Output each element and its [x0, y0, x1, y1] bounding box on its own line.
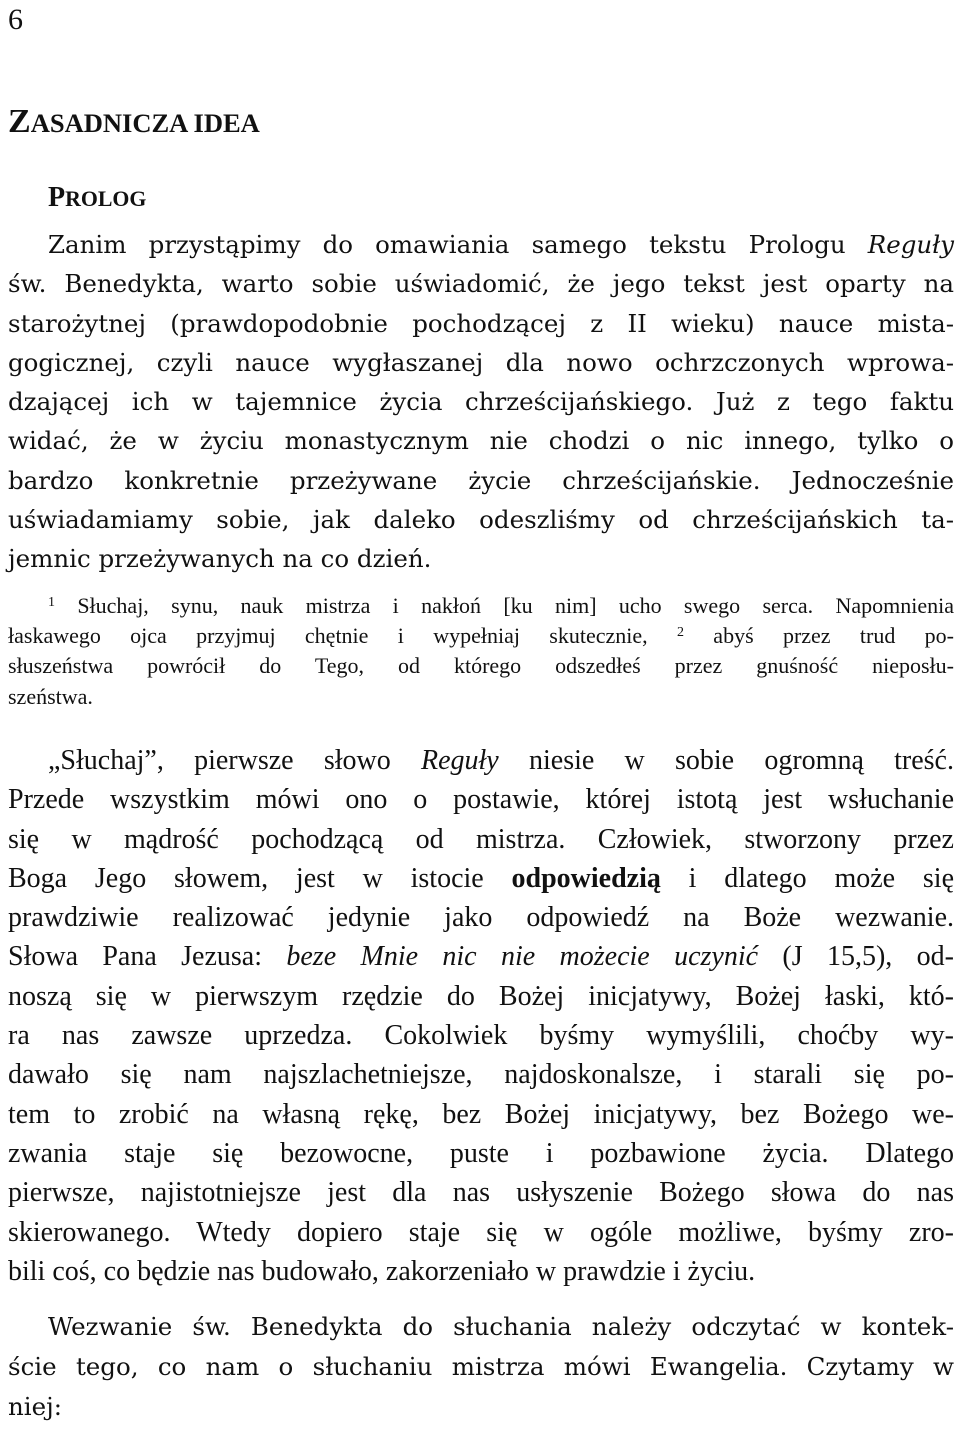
text-run: Zanim przystąpimy do omawiania samego tekstu Prologu — [48, 230, 868, 259]
text-line: noszą się w pierwszym rzędzie do Bożej inicjatywy, Bożej łaski, któ- — [8, 980, 954, 1012]
text-line: Przede wszystkim mówi ono o postawie, której istotą jest wsłuchanie — [8, 784, 954, 816]
section-title — [48, 180, 146, 217]
text-line: bili coś, co będzie nas budowało, zakorzeniało w prawdzie i życiu. — [8, 1255, 756, 1287]
verse-number: 2 — [676, 625, 684, 641]
quote-line: szeństwa. — [8, 683, 93, 709]
text-line: skierowanego. Wtedy dopiero staje się w ogóle możliwe, byśmy zro- — [8, 1216, 954, 1248]
text-line: bardzo konkretnie przeżywane życie chrześcijańskie. Jednocześnie — [8, 465, 954, 495]
text-run: Słuchaj, synu, nauk mistrza i nakłoń [ku nim] ucho swego serca. Napomnienia — [55, 593, 954, 618]
quote-line — [8, 591, 954, 621]
text-line: zwania staje się bezowocne, puste i pozbawione życia. Dlatego — [8, 1137, 954, 1169]
text-line — [8, 225, 954, 264]
text-run: abyś przez trud po- — [683, 623, 954, 649]
text-line: niej: — [8, 1392, 62, 1421]
section-title-rest: ROLOG — [65, 187, 147, 211]
italic-title: Reguły — [420, 745, 499, 776]
bold-term: odpowiedzią — [511, 862, 661, 894]
section-title-initial: P — [48, 182, 66, 213]
text-line: prawdziwie realizować jedynie jako odpowiedź na Boże wezwanie. — [8, 902, 954, 934]
text-run: niesie w sobie ogromną treść. — [498, 745, 954, 776]
text-run: łaskawego ojca przyjmuj chętnie i wypełniaj skutecznie, — [8, 623, 677, 649]
text-line: widać, że w życiu monastycznym nie chodzi o nic innego, tylko o — [8, 426, 954, 456]
text-line: dawało się nam najszlachetniejsze, najdoskonalsze, i starali się po- — [8, 1059, 954, 1091]
text-run: i dlatego może się — [660, 862, 954, 894]
text-line: gogicznej, czyli nauce wygłaszanej dla nowo ochrzczonych wprowa- — [8, 347, 954, 377]
text-line — [8, 859, 954, 898]
chapter-title-initial: Z — [8, 103, 31, 140]
text-line: uświadamiamy sobie, jak daleko odeszliśmy od chrześcijańskich ta- — [8, 505, 954, 535]
text-run: (J 15,5), od- — [758, 941, 954, 973]
italic-title: Reguły — [867, 230, 954, 259]
quote-line — [8, 621, 954, 651]
text-line: starożytnej (prawdopodobnie pochodzącej z II wieku) nauce mista- — [8, 308, 954, 338]
text-line — [8, 741, 954, 780]
paragraph-call — [8, 1307, 954, 1427]
page-number: 6 — [8, 3, 23, 36]
paragraph-listen — [8, 741, 954, 1291]
text-line: się w mądrość pochodzącą od mistrza. Człowiek, stworzony przez — [8, 823, 954, 855]
text-line: Wezwanie św. Benedykta do słuchania należy odczytać w kontek- — [48, 1312, 954, 1341]
text-line: ra nas zawsze uprzedza. Cokolwiek byśmy wymyślili, choćby wy- — [8, 1020, 954, 1052]
text-line: pierwsze, najistotniejsze jest dla nas usłyszenie Bożego słowa do nas — [8, 1177, 954, 1209]
verse-number: 1 — [48, 595, 55, 610]
text-run: Boga Jego słowem, jest w istocie — [8, 862, 512, 894]
text-line: ście tego, co nam o słuchaniu mistrza mówi Ewangelia. Czytamy w — [8, 1352, 954, 1381]
text-line — [8, 937, 954, 976]
text-line: dzającej ich w tajemnice życia chrześcijańskiego. Już z tego faktu — [8, 387, 954, 417]
text-run: „Słuchaj”, pierwsze słowo — [48, 745, 421, 776]
rule-quote — [8, 591, 954, 712]
paragraph-intro — [8, 225, 954, 579]
quote-line: słuszeństwa powrócił do Tego, od którego odszedłeś przez gnuśność nieposłu- — [8, 653, 954, 679]
text-line: jemnic przeżywanych na co dzień. — [8, 544, 432, 574]
text-line: tem to zrobić na własną rękę, bez Bożej inicjatywy, bez Bożego we- — [8, 1098, 954, 1130]
italic-quote: beze Mnie nic nie możecie uczynić — [286, 941, 759, 973]
chapter-title — [8, 100, 260, 145]
chapter-title-rest: ASADNICZA IDEA — [30, 108, 260, 138]
text-run: Słowa Pana Jezusa: — [8, 941, 287, 973]
text-line: św. Benedykta, warto sobie uświadomić, że jego tekst jest oparty na — [8, 269, 954, 299]
